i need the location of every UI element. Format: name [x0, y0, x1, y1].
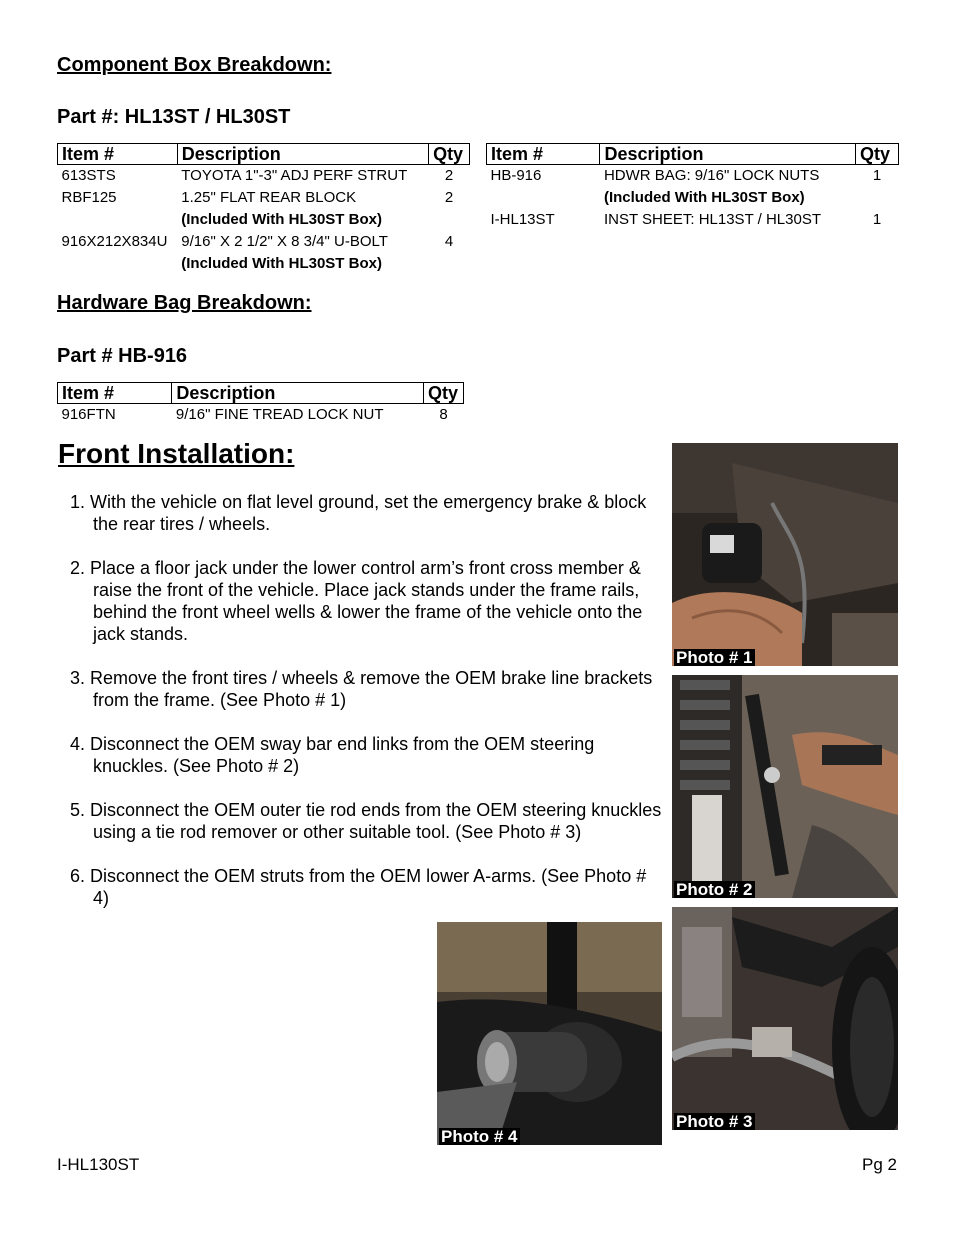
col-item-header: Item #	[487, 144, 600, 165]
col-item-header: Item #	[58, 383, 172, 404]
photo-3-image	[672, 907, 898, 1130]
photo-3-label: Photo # 3	[676, 1112, 753, 1130]
table-row	[487, 187, 899, 209]
qty-cell	[429, 253, 470, 275]
qty-cell: 1	[872, 211, 882, 228]
table-row	[58, 187, 470, 209]
photo-4-label: Photo # 4	[441, 1127, 518, 1145]
component-box-part-label: Part #: HL13ST / HL30ST	[57, 106, 291, 128]
item-cell: HB-916	[490, 167, 542, 184]
table-row	[487, 165, 899, 188]
step-item: 6. Disconnect the OEM struts from the OEM lower A-arms. (See Photo # 4)	[70, 866, 647, 908]
note-cell: (Included With HL30ST Box)	[181, 211, 382, 228]
item-cell: I-HL13ST	[490, 211, 555, 228]
step-item: 1. With the vehicle on flat level ground, set the emergency brake & block the rear tires / wheels.	[70, 492, 647, 534]
qty-cell: 2	[444, 189, 454, 206]
item-cell	[487, 187, 600, 209]
item-cell	[58, 209, 178, 231]
table-row	[58, 404, 464, 427]
description-cell: 9/16" FINE TREAD LOCK NUT	[175, 406, 384, 423]
footer-page-number: Pg 2	[862, 1155, 897, 1174]
note-cell: (Included With HL30ST Box)	[603, 189, 805, 206]
hardware-bag-heading: Hardware Bag Breakdown:	[57, 292, 312, 314]
description-cell: TOYOTA 1"-3" ADJ PERF STRUT	[181, 167, 408, 184]
col-description-header: Description	[177, 144, 428, 165]
step-item: 2. Place a floor jack under the lower control arm’s front cross member & raise the front of the vehicle. Place jack stands under the frame rails, behind the front wheel wells & lower the frame of the vehicle onto the jack stands.	[70, 558, 643, 644]
qty-cell: 2	[444, 167, 454, 184]
table-row	[58, 253, 470, 275]
description-cell: INST SHEET: HL13ST / HL30ST	[603, 211, 821, 228]
hardware-bag-part-label: Part # HB-916	[57, 345, 188, 367]
item-cell: 916X212X834U	[61, 233, 168, 250]
photo-2-label: Photo # 2	[676, 880, 753, 898]
col-description-header: Description	[172, 383, 424, 404]
qty-cell: 1	[872, 167, 882, 184]
note-cell: (Included With HL30ST Box)	[181, 255, 382, 272]
col-qty-header: Qty	[856, 144, 899, 165]
hardware-bag-table	[57, 382, 464, 426]
qty-cell: 4	[444, 233, 454, 250]
item-cell: 613STS	[61, 167, 116, 184]
description-cell: 9/16" X 2 1/2" X 8 3/4" U-BOLT	[181, 233, 388, 250]
photo-1	[672, 443, 898, 666]
photo-4-image	[437, 922, 662, 1145]
col-item-header: Item #	[58, 144, 178, 165]
component-left-table	[57, 143, 470, 275]
photo-3	[672, 907, 898, 1130]
description-cell: 1.25" FLAT REAR BLOCK	[181, 189, 357, 206]
col-qty-header: Qty	[424, 383, 464, 404]
photo-1-image	[672, 443, 898, 666]
table-row	[487, 209, 899, 231]
col-qty-header: Qty	[429, 144, 470, 165]
item-cell	[58, 253, 178, 275]
component-box-heading: Component Box Breakdown:	[57, 54, 332, 76]
col-description-header: Description	[600, 144, 856, 165]
table-row	[58, 165, 470, 188]
table-row	[58, 231, 470, 253]
qty-cell: 8	[439, 406, 448, 423]
qty-cell	[856, 187, 899, 209]
photo-2	[672, 675, 898, 898]
photo-1-label: Photo # 1	[676, 648, 753, 666]
component-right-table	[486, 143, 899, 231]
description-cell: HDWR BAG: 9/16" LOCK NUTS	[603, 167, 820, 184]
step-item: 4. Disconnect the OEM sway bar end links from the OEM steering knuckles. (See Photo # 2)	[70, 734, 595, 776]
step-item: 5. Disconnect the OEM outer tie rod ends from the OEM steering knuckles using a tie rod remover or other suitable tool. (See Photo # 3)	[70, 800, 662, 842]
qty-cell	[429, 209, 470, 231]
step-item: 3. Remove the front tires / wheels & remove the OEM brake line brackets from the frame. (See Photo # 1)	[70, 668, 653, 710]
photo-2-image	[672, 675, 898, 898]
footer-doc-id: I-HL130ST	[57, 1155, 140, 1174]
installation-steps	[70, 491, 662, 931]
front-installation-title: Front Installation:	[58, 438, 295, 469]
item-cell: RBF125	[61, 189, 117, 206]
item-cell: 916FTN	[61, 406, 116, 423]
photo-4	[437, 922, 662, 1145]
table-row	[58, 209, 470, 231]
